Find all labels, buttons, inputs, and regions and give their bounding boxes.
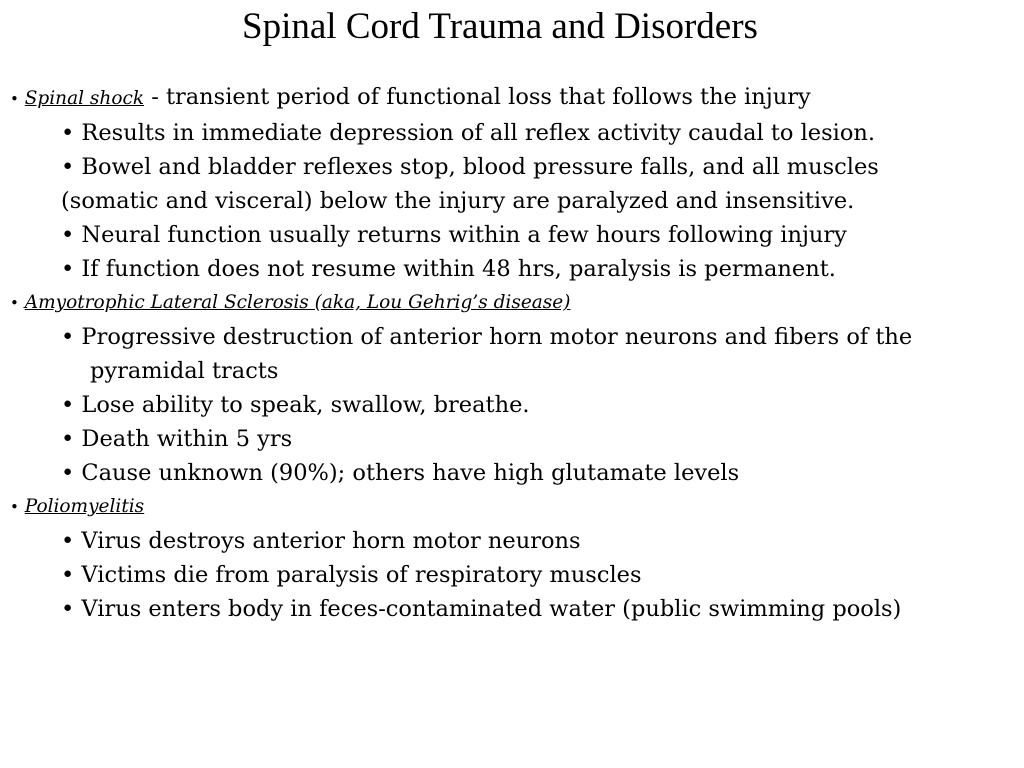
list-item-text: • Virus destroys anterior horn motor neurons: [61, 528, 581, 554]
list-item-text: • Victims die from paralysis of respiratory muscles: [61, 562, 642, 588]
list-item: [10, 592, 1024, 626]
list-item: [10, 150, 1024, 218]
list-item-text: • If function does not resume within 48 hrs, paralysis is permanent.: [61, 256, 836, 282]
list-item-text: • Lose ability to speak, swallow, breathe.: [61, 392, 530, 418]
list-item-text: • Results in immediate depression of all reflex activity caudal to lesion.: [61, 120, 876, 146]
list-item: [10, 456, 1024, 490]
bullet: •: [10, 498, 19, 516]
topic-name: Spinal shock: [24, 88, 145, 109]
topic-name: Poliomyelitis: [24, 496, 145, 517]
list-item: [10, 388, 1024, 422]
list-item: [10, 320, 1024, 388]
list-item-text: • Virus enters body in feces-contaminated water (public swimming pools): [61, 596, 902, 622]
list-item: [10, 218, 1024, 252]
list-item-text: • Death within 5 yrs: [61, 426, 293, 452]
list-item: [10, 116, 1024, 150]
list-item-text-continued: (somatic and visceral) below the injury are paralyzed and insensitive.: [61, 188, 855, 214]
topic-description: - transient period of functional loss that follows the injury: [144, 84, 811, 110]
list-item: [10, 422, 1024, 456]
list-item-text: • Bowel and bladder reflexes stop, blood pressure falls, and all muscles: [61, 154, 879, 180]
list-item: [10, 558, 1024, 592]
list-item-text: • Neural function usually returns within a few hours following injury: [61, 222, 847, 248]
slide-content: [10, 80, 1010, 626]
topic-spinal-shock: [10, 80, 1010, 116]
bullet: •: [10, 90, 19, 108]
topic-als: [10, 286, 1010, 320]
list-item: [10, 252, 1024, 286]
slide-title: Spinal Cord Trauma and Disorders: [242, 6, 758, 47]
list-item: [10, 524, 1024, 558]
list-item-text: • Cause unknown (90%); others have high glutamate levels: [61, 460, 740, 486]
topic-name: Amyotrophic Lateral Sclerosis (aka, Lou Gehrig’s disease): [24, 292, 571, 313]
bullet: •: [10, 294, 19, 312]
topic-poliomyelitis: [10, 490, 1010, 524]
list-item-text: • Progressive destruction of anterior horn motor neurons and fibers of the: [61, 324, 913, 350]
list-item-text-continued: pyramidal tracts: [90, 358, 279, 384]
